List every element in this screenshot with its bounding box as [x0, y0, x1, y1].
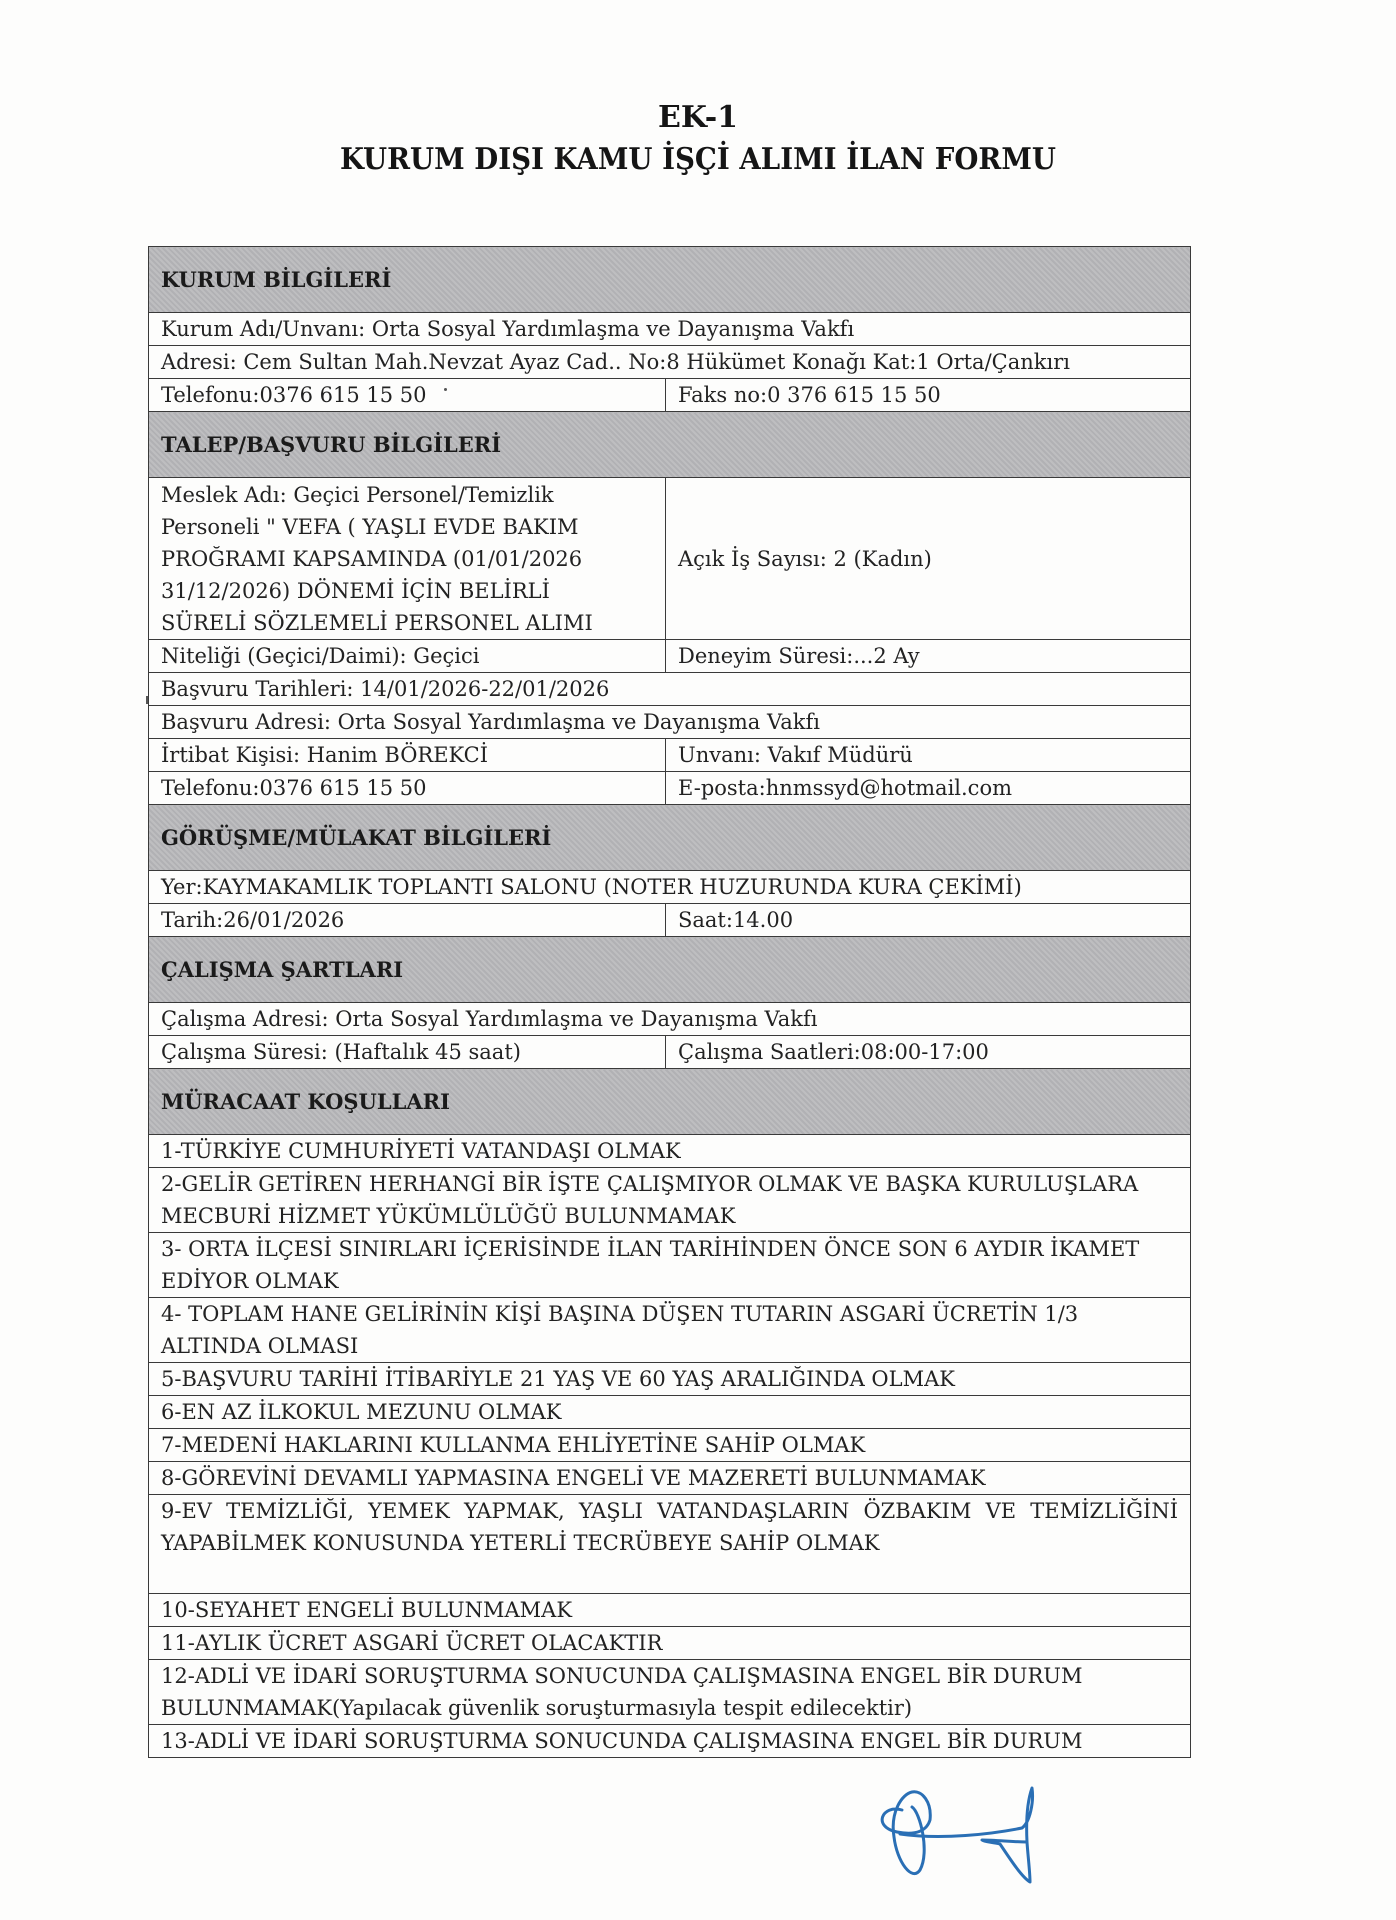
- contact-email: E-posta:hnmssyd@hotmail.com: [666, 772, 1191, 805]
- section-title: KURUM BİLGİLERİ: [149, 247, 1191, 313]
- condition-item: 1-TÜRKİYE CUMHURİYETİ VATANDAŞI OLMAK: [149, 1135, 1191, 1168]
- work-hours: Çalışma Saatleri:08:00-17:00: [666, 1036, 1191, 1069]
- occupation-name: [149, 478, 666, 640]
- section-header-talep: [149, 412, 1191, 478]
- scan-speck: [444, 388, 447, 391]
- form-title: KURUM DIŞI KAMU İŞÇİ ALIMI İLAN FORMU: [340, 142, 1056, 177]
- open-positions: Açık İş Sayısı: 2 (Kadın): [666, 478, 1191, 640]
- occupation-line: Meslek Adı: Geçici Personel/Temizlik: [161, 482, 554, 507]
- interview-place: Yer:KAYMAKAMLIK TOPLANTI SALONU (NOTER HUZURUNDA KURA ÇEKİMİ): [149, 871, 1191, 904]
- interview-date: Tarih:26/01/2026: [149, 904, 666, 937]
- condition-item: 6-EN AZ İLKOKUL MEZUNU OLMAK: [149, 1396, 1191, 1429]
- condition-item: 3- ORTA İLÇESİ SINIRLARI İÇERİSİNDE İLAN TARİHİNDEN ÖNCE SON 6 AYDIR İKAMET EDİYOR OLMAK: [149, 1233, 1191, 1298]
- work-address: Çalışma Adresi: Orta Sosyal Yardımlaşma ve Dayanışma Vakfı: [149, 1003, 1191, 1036]
- work-duration: Çalışma Süresi: (Haftalık 45 saat): [149, 1036, 666, 1069]
- section-title: TALEP/BAŞVURU BİLGİLERİ: [149, 412, 1191, 478]
- institution-phone: Telefonu:0376 615 15 50: [149, 379, 666, 412]
- section-title: GÖRÜŞME/MÜLAKAT BİLGİLERİ: [149, 805, 1191, 871]
- condition-item: 5-BAŞVURU TARİHİ İTİBARİYLE 21 YAŞ VE 60 YAŞ ARALIĞINDA OLMAK: [149, 1363, 1191, 1396]
- application-dates: Başvuru Tarihleri: 14/01/2026-22/01/2026: [149, 673, 1191, 706]
- interview-time: Saat:14.00: [666, 904, 1191, 937]
- institution-address: Adresi: Cem Sultan Mah.Nevzat Ayaz Cad.. No:8 Hükümet Konağı Kat:1 Orta/Çankırı: [149, 346, 1191, 379]
- contact-title: Unvanı: Vakıf Müdürü: [666, 739, 1191, 772]
- section-header-kurum: [149, 247, 1191, 313]
- experience-duration: Deneyim Süresi:...2 Ay: [666, 640, 1191, 673]
- condition-item: 10-SEYAHET ENGELİ BULUNMAMAK: [149, 1594, 1191, 1627]
- section-header-gorusme: [149, 805, 1191, 871]
- condition-item: 4- TOPLAM HANE GELİRİNİN KİŞİ BAŞINA DÜŞEN TUTARIN ASGARİ ÜCRETİN 1/3 ALTINDA OLMASI: [149, 1298, 1191, 1363]
- occupation-line: PROĞRAMI KAPSAMINDA (01/01/2026: [161, 546, 583, 571]
- institution-name: Kurum Adı/Unvanı: Orta Sosyal Yardımlaşma ve Dayanışma Vakfı: [149, 313, 1191, 346]
- annex-label: EK-1: [657, 100, 739, 135]
- condition-item: 9-EV TEMİZLİĞİ, YEMEK YAPMAK, YAŞLI VATANDAŞLARIN ÖZBAKIM VE TEMİZLİĞİNİ YAPABİLMEK KONUSUNDA YETERLİ TECRÜBEYE SAHİP OLMAK: [149, 1495, 1191, 1594]
- condition-item: 2-GELİR GETİREN HERHANGİ BİR İŞTE ÇALIŞMIYOR OLMAK VE BAŞKA KURULUŞLARA MECBURİ HİZMET YÜKÜMLÜLÜĞÜ BULUNMAMAK: [149, 1168, 1191, 1233]
- contact-phone: Telefonu:0376 615 15 50: [149, 772, 666, 805]
- condition-item: 11-AYLIK ÜCRET ASGARİ ÜCRET OLACAKTIR: [149, 1627, 1191, 1660]
- section-title: MÜRACAAT KOŞULLARI: [149, 1069, 1191, 1135]
- application-address: Başvuru Adresi: Orta Sosyal Yardımlaşma ve Dayanışma Vakfı: [149, 706, 1191, 739]
- condition-item: 13-ADLİ VE İDARİ SORUŞTURMA SONUCUNDA ÇALIŞMASINA ENGEL BİR DURUM: [149, 1725, 1191, 1758]
- section-header-calisma: [149, 937, 1191, 1003]
- section-title: ÇALIŞMA ŞARTLARI: [149, 937, 1191, 1003]
- signature-icon: [872, 1782, 1052, 1892]
- condition-item: 7-MEDENİ HAKLARINI KULLANMA EHLİYETİNE SAHİP OLMAK: [149, 1429, 1191, 1462]
- announcement-form-table: [148, 246, 1191, 1758]
- institution-fax: Faks no:0 376 615 15 50: [666, 379, 1191, 412]
- contact-person: İrtibat Kişisi: Hanim BÖREKCİ: [149, 739, 666, 772]
- section-header-muracaat: [149, 1069, 1191, 1135]
- occupation-line: 31/12/2026) DÖNEMİ İÇİN BELİRLİ: [161, 578, 550, 603]
- condition-item: 12-ADLİ VE İDARİ SORUŞTURMA SONUCUNDA ÇALIŞMASINA ENGEL BİR DURUM BULUNMAMAK(Yapılacak güvenlik soruşturmasıyla tespit edilecektir): [149, 1660, 1191, 1725]
- occupation-line: Personeli " VEFA ( YAŞLI EVDE BAKIM: [161, 514, 579, 539]
- scan-mark: [146, 696, 148, 704]
- condition-item: 8-GÖREVİNİ DEVAMLI YAPMASINA ENGELİ VE MAZERETİ BULUNMAMAK: [149, 1462, 1191, 1495]
- position-nature: Niteliği (Geçici/Daimi): Geçici: [149, 640, 666, 673]
- occupation-line: SÜRELİ SÖZLEMELİ PERSONEL ALIMI: [161, 610, 593, 635]
